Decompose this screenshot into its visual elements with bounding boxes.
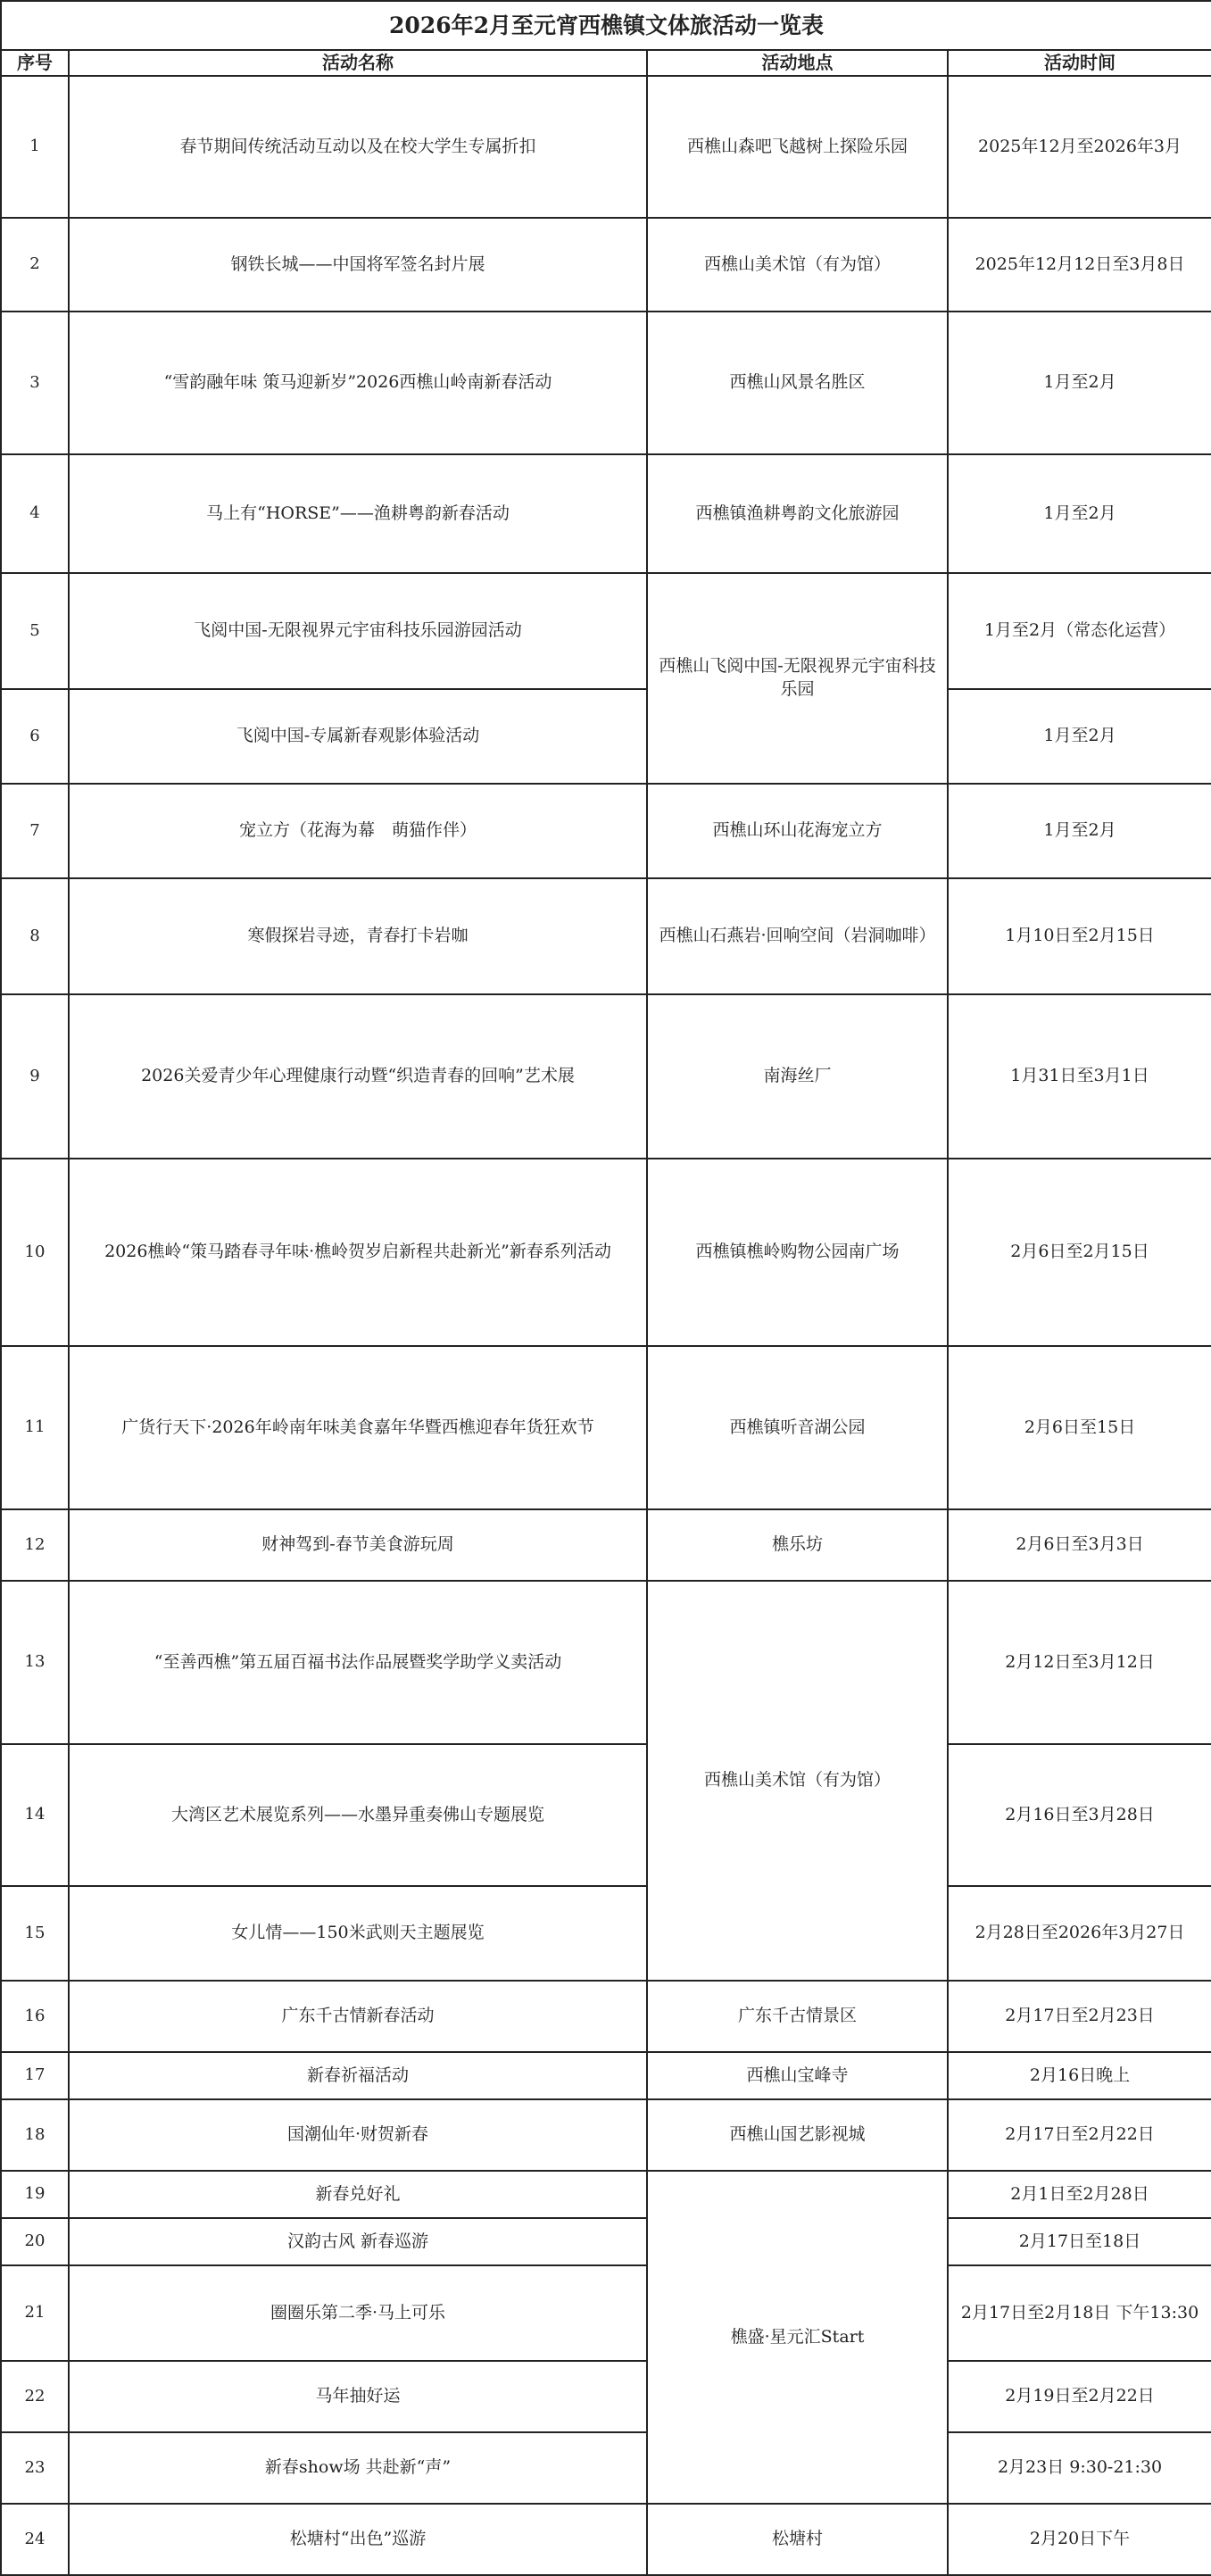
activity-time: 1月31日至3月1日 bbox=[948, 994, 1211, 1159]
activity-place: 西樵镇樵岭购物公园南广场 bbox=[647, 1159, 948, 1346]
table-row bbox=[1, 784, 1211, 878]
row-number: 7 bbox=[1, 784, 69, 878]
sheet-title: 2026年2月至元宵西樵镇文体旅活动一览表 bbox=[1, 1, 1211, 50]
activity-time: 1月至2月 bbox=[948, 454, 1211, 573]
row-number: 1 bbox=[1, 76, 69, 218]
activity-time: 2月17日至2月18日 下午13:30 bbox=[948, 2265, 1211, 2361]
row-number: 2 bbox=[1, 218, 69, 312]
activity-name: 钢铁长城——中国将军签名封片展 bbox=[69, 218, 647, 312]
table-row bbox=[1, 454, 1211, 573]
activity-time: 2月23日 9:30-21:30 bbox=[948, 2432, 1211, 2504]
table-row bbox=[1, 2052, 1211, 2099]
table-row bbox=[1, 312, 1211, 454]
activity-name: 飞阅中国-无限视界元宇宙科技乐园游园活动 bbox=[69, 573, 647, 689]
activity-name: “雪韵融年味 策马迎新岁”2026西樵山岭南新春活动 bbox=[69, 312, 647, 454]
row-number: 9 bbox=[1, 994, 69, 1159]
activity-time: 1月至2月 bbox=[948, 784, 1211, 878]
activity-place: 松塘村 bbox=[647, 2504, 948, 2575]
row-number: 21 bbox=[1, 2265, 69, 2361]
activity-place: 广东千古情景区 bbox=[647, 1981, 948, 2052]
row-number: 11 bbox=[1, 1346, 69, 1509]
activity-time: 2月6日至3月3日 bbox=[948, 1509, 1211, 1581]
row-number: 15 bbox=[1, 1886, 69, 1981]
activity-place: 西樵山石燕岩·回响空间（岩洞咖啡） bbox=[647, 878, 948, 994]
activity-name: 广货行天下·2026年岭南年味美食嘉年华暨西樵迎春年货狂欢节 bbox=[69, 1346, 647, 1509]
row-number: 23 bbox=[1, 2432, 69, 2504]
activity-place: 西樵山宝峰寺 bbox=[647, 2052, 948, 2099]
header-place: 活动地点 bbox=[647, 50, 948, 76]
row-number: 16 bbox=[1, 1981, 69, 2052]
activity-time: 2月1日至2月28日 bbox=[948, 2171, 1211, 2218]
table-row bbox=[1, 2265, 1211, 2361]
title-row bbox=[1, 1, 1211, 50]
activity-place: 西樵镇听音湖公园 bbox=[647, 1346, 948, 1509]
table-row bbox=[1, 1159, 1211, 1346]
activity-place: 西樵山森吧飞越树上探险乐园 bbox=[647, 76, 948, 218]
activity-time: 2月28日至2026年3月27日 bbox=[948, 1886, 1211, 1981]
row-number: 18 bbox=[1, 2099, 69, 2171]
table-row bbox=[1, 689, 1211, 784]
header-name: 活动名称 bbox=[69, 50, 647, 76]
activity-name: 2026关爱青少年心理健康行动暨“织造青春的回响”艺术展 bbox=[69, 994, 647, 1159]
row-number: 22 bbox=[1, 2361, 69, 2432]
activity-place: 樵盛·星元汇Start bbox=[647, 2171, 948, 2504]
activity-place: 西樵镇渔耕粤韵文化旅游园 bbox=[647, 454, 948, 573]
row-number: 10 bbox=[1, 1159, 69, 1346]
activity-time: 2月6日至2月15日 bbox=[948, 1159, 1211, 1346]
activity-time: 2月16日晚上 bbox=[948, 2052, 1211, 2099]
activity-place: 西樵山飞阅中国-无限视界元宇宙科技乐园 bbox=[647, 573, 948, 784]
activity-name: 松塘村“出色”巡游 bbox=[69, 2504, 647, 2575]
table-row bbox=[1, 2099, 1211, 2171]
activity-name: 马上有“HORSE”——渔耕粤韵新春活动 bbox=[69, 454, 647, 573]
activity-name: 新春兑好礼 bbox=[69, 2171, 647, 2218]
row-number: 5 bbox=[1, 573, 69, 689]
header-no: 序号 bbox=[1, 50, 69, 76]
activity-time: 2月20日下午 bbox=[948, 2504, 1211, 2575]
activity-name: 马年抽好运 bbox=[69, 2361, 647, 2432]
activity-place: 西樵山美术馆（有为馆） bbox=[647, 1581, 948, 1981]
activity-name: 圈圈乐第二季·马上可乐 bbox=[69, 2265, 647, 2361]
activity-time: 2月12日至3月12日 bbox=[948, 1581, 1211, 1744]
table-row bbox=[1, 2218, 1211, 2265]
header-time: 活动时间 bbox=[948, 50, 1211, 76]
table-row bbox=[1, 994, 1211, 1159]
activity-time: 2月17日至2月22日 bbox=[948, 2099, 1211, 2171]
activity-name: 财神驾到-春节美食游玩周 bbox=[69, 1509, 647, 1581]
activity-name: 春节期间传统活动互动以及在校大学生专属折扣 bbox=[69, 76, 647, 218]
table-row bbox=[1, 1886, 1211, 1981]
activity-time: 2月6日至15日 bbox=[948, 1346, 1211, 1509]
activity-time: 2025年12月12日至3月8日 bbox=[948, 218, 1211, 312]
row-number: 12 bbox=[1, 1509, 69, 1581]
activity-place: 西樵山环山花海宠立方 bbox=[647, 784, 948, 878]
table-row bbox=[1, 2504, 1211, 2575]
row-number: 17 bbox=[1, 2052, 69, 2099]
activity-place: 西樵山美术馆（有为馆） bbox=[647, 218, 948, 312]
row-number: 3 bbox=[1, 312, 69, 454]
activity-name: 汉韵古风 新春巡游 bbox=[69, 2218, 647, 2265]
activity-time: 1月10日至2月15日 bbox=[948, 878, 1211, 994]
row-number: 13 bbox=[1, 1581, 69, 1744]
table-row bbox=[1, 2171, 1211, 2218]
activity-name: 新春祈福活动 bbox=[69, 2052, 647, 2099]
activity-name: 女儿情——150米武则天主题展览 bbox=[69, 1886, 647, 1981]
table-row bbox=[1, 1509, 1211, 1581]
table-row bbox=[1, 878, 1211, 994]
table-row bbox=[1, 76, 1211, 218]
row-number: 8 bbox=[1, 878, 69, 994]
activity-time: 2月17日至18日 bbox=[948, 2218, 1211, 2265]
table-row bbox=[1, 2432, 1211, 2504]
row-number: 14 bbox=[1, 1744, 69, 1886]
row-number: 20 bbox=[1, 2218, 69, 2265]
header-row bbox=[1, 50, 1211, 76]
activity-time: 1月至2月 bbox=[948, 312, 1211, 454]
activity-name: 宠立方（花海为幕 萌猫作伴） bbox=[69, 784, 647, 878]
table-row bbox=[1, 1981, 1211, 2052]
row-number: 24 bbox=[1, 2504, 69, 2575]
activity-time: 1月至2月 bbox=[948, 689, 1211, 784]
activity-name: 国潮仙年·财贺新春 bbox=[69, 2099, 647, 2171]
activity-place: 西樵山风景名胜区 bbox=[647, 312, 948, 454]
activity-name: 大湾区艺术展览系列——水墨异重奏佛山专题展览 bbox=[69, 1744, 647, 1886]
activity-time: 2月19日至2月22日 bbox=[948, 2361, 1211, 2432]
activity-time: 2月17日至2月23日 bbox=[948, 1981, 1211, 2052]
activity-time: 2025年12月至2026年3月 bbox=[948, 76, 1211, 218]
activity-name: 广东千古情新春活动 bbox=[69, 1981, 647, 2052]
activity-name: “至善西樵”第五届百福书法作品展暨奖学助学义卖活动 bbox=[69, 1581, 647, 1744]
activity-time: 2月16日至3月28日 bbox=[948, 1744, 1211, 1886]
table-row bbox=[1, 2361, 1211, 2432]
activity-name: 2026樵岭“策马踏春寻年味·樵岭贺岁启新程共赴新光”新春系列活动 bbox=[69, 1159, 647, 1346]
activity-place: 樵乐坊 bbox=[647, 1509, 948, 1581]
activity-name: 新春show场 共赴新“声” bbox=[69, 2432, 647, 2504]
activity-name: 飞阅中国-专属新春观影体验活动 bbox=[69, 689, 647, 784]
table-row bbox=[1, 1744, 1211, 1886]
table-row bbox=[1, 1581, 1211, 1744]
table-row bbox=[1, 1346, 1211, 1509]
row-number: 6 bbox=[1, 689, 69, 784]
row-number: 19 bbox=[1, 2171, 69, 2218]
row-number: 4 bbox=[1, 454, 69, 573]
activity-name: 寒假探岩寻迹，青春打卡岩咖 bbox=[69, 878, 647, 994]
activity-time: 1月至2月（常态化运营） bbox=[948, 573, 1211, 689]
table-row bbox=[1, 573, 1211, 689]
activity-place: 南海丝厂 bbox=[647, 994, 948, 1159]
table-row bbox=[1, 218, 1211, 312]
activity-place: 西樵山国艺影视城 bbox=[647, 2099, 948, 2171]
